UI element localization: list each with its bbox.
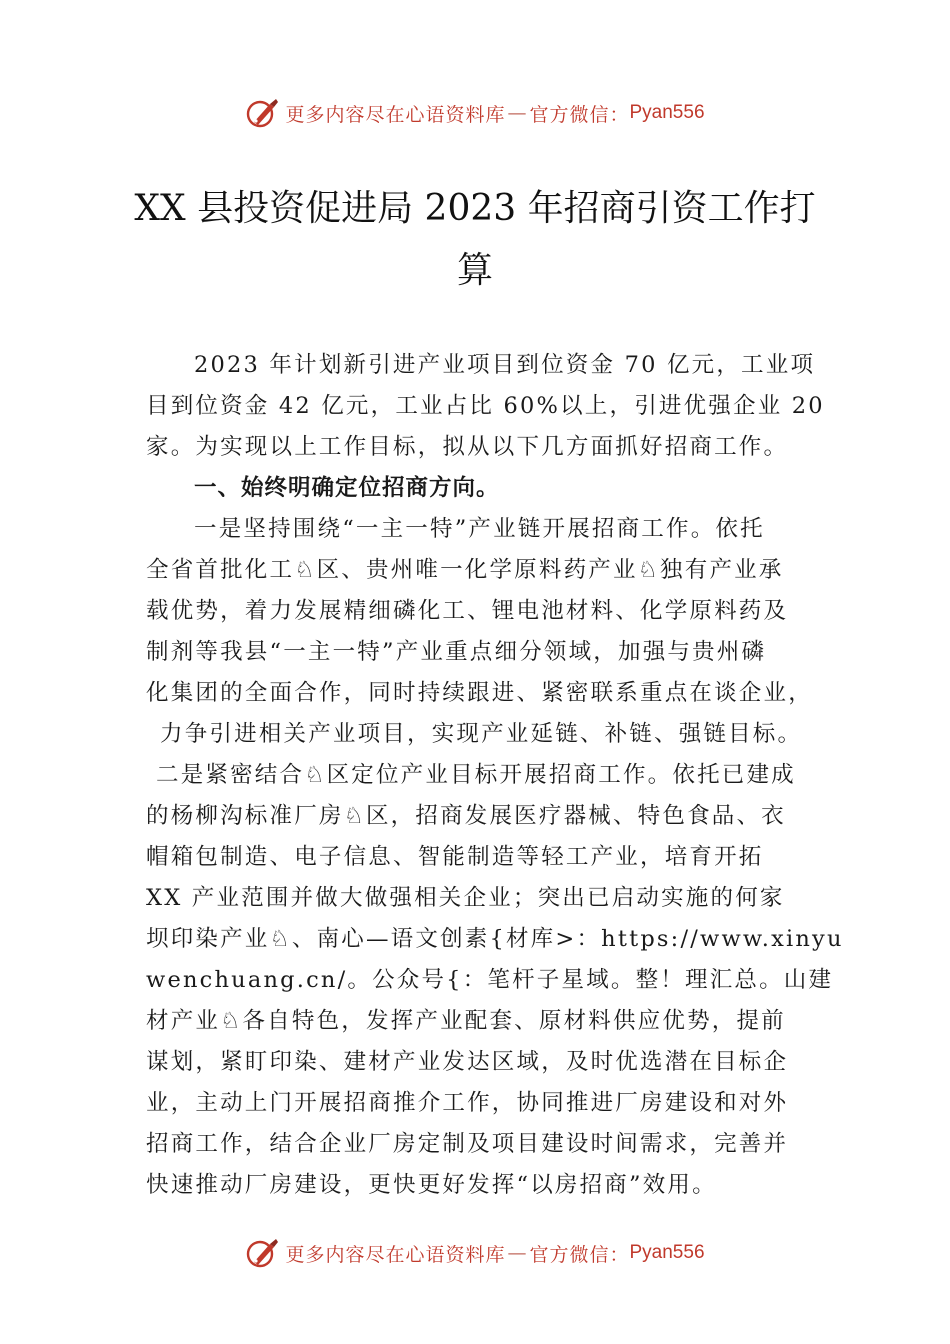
paragraph-line: 2023 年计划新引进产业项目到位资金 70 亿元，工业项 [194,352,816,378]
paragraph-line: 化集团的全面合作，同时持续跟进、紧密联系重点在谈企业， [146,680,813,706]
document-title [120,178,830,302]
paragraph-line: 业，主动上门开展招商推介工作，协同推进厂房建设和对外 [146,1090,789,1116]
watermark-separator: — [507,1242,528,1264]
paragraph-line: 二是紧密结合♘区定位产业目标开展招商工作。依托已建成 [156,762,796,788]
watermark-text: 更多内容尽在心语资料库 [285,103,506,126]
title-line-2: 算 [456,250,493,291]
paragraph-line: 招商工作，结合企业厂房定制及项目建设时间需求，完善并 [146,1131,789,1157]
paragraph-line: wenchuang.cn/。公众号{：笔杆子星域。整！理汇总。山建 [146,967,834,993]
paragraph-line: 坝印染产业♘、南心—语文创素{材库>：https://www.xinyu [146,926,844,952]
section-heading: 一、始终明确定位招商方向。 [194,475,500,501]
paragraph-line: XX 产业范围并做大做强相关企业；突出已启动实施的何家 [146,885,785,911]
paragraph-line: 目到位资金 42 亿元，工业占比 60%以上，引进优强企业 20 [146,393,825,419]
paragraph-line: 家。为实现以上工作目标，拟从以下几方面抓好招商工作。 [146,434,789,460]
paragraph-line: 谋划，紧盯印染、建材产业发达区域，及时优选潜在目标企 [146,1049,789,1075]
pen-logo-icon [245,1236,279,1270]
paragraph-line: 快速推动厂房建设，更快更好发挥“以房招商”效用。 [146,1172,717,1198]
watermark-separator: — [507,102,528,124]
paragraph-line: 载优势，着力发展精细磷化工、锂电池材料、化学原料药及 [146,598,789,624]
watermark-label: 官方微信： [529,103,630,126]
watermark-id: Pyan556 [629,1242,705,1263]
paragraph-line: 全省首批化工♘区、贵州唯一化学原料药产业♘独有产业承 [146,557,784,583]
document-body [146,345,844,1206]
pen-logo-icon [245,96,279,130]
paragraph-line: 制剂等我县“一主一特”产业重点细分领域，加强与贵州磷 [146,639,767,665]
watermark-header [0,96,950,130]
paragraph-line: 材产业♘各自特色，发挥产业配套、原材料供应优势，提前 [146,1008,786,1034]
watermark-id: Pyan556 [629,102,705,123]
paragraph-line: 帽箱包制造、电子信息、智能制造等轻工产业，培育开拓 [146,844,764,870]
paragraph-line: 力争引进相关产业项目，实现产业延链、补链、强链目标。 [160,721,803,747]
paragraph-line: 的杨柳沟标准厂房♘区，招商发展医疗器械、特色食品、衣 [146,803,786,829]
title-line-1: XX 县投资促进局 2023 年招商引资工作打 [134,188,816,229]
watermark-footer [0,1236,950,1270]
paragraph-line: 一是坚持围绕“一主一特”产业链开展招商工作。依托 [194,516,765,542]
watermark-text: 更多内容尽在心语资料库 [285,1243,506,1266]
watermark-label: 官方微信： [529,1243,630,1266]
